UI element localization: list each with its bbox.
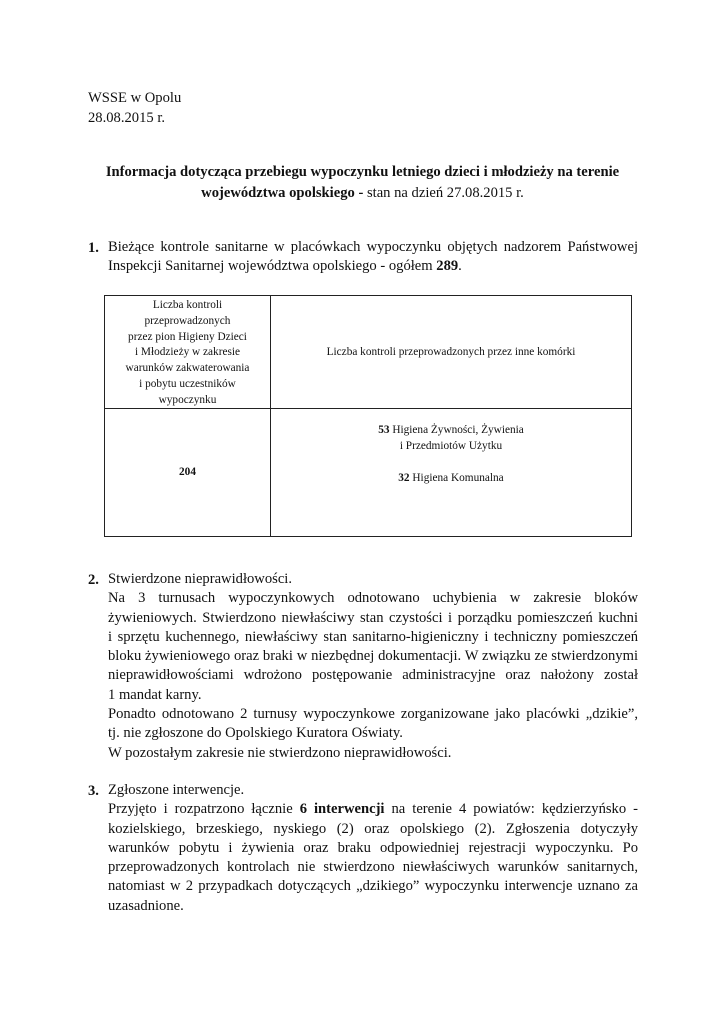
- header-col1-line: przeprowadzonych: [144, 314, 231, 327]
- section-1-end: .: [458, 258, 462, 275]
- inspections-table: [104, 295, 632, 537]
- table-entry: [271, 423, 631, 439]
- header-col1-line: warunków zakwaterowania: [125, 362, 250, 375]
- table-header-col2: Liczba kontroli przeprowadzonych przez inne komórki: [326, 346, 576, 358]
- title-line-2: [80, 183, 645, 204]
- section-2-line: nieprawidłowościami wdrożono postępowanie administracyjne oraz nałożony został: [108, 667, 638, 684]
- table-column-divider: [270, 296, 271, 536]
- section-1-text: Inspekcji Sanitarnej województwa opolskiego - ogółem: [108, 258, 437, 275]
- section-2-line: Na 3 turnusach wypoczynkowych odnotowano uchybienia w zakresie bloków: [108, 590, 638, 607]
- section-3-heading: Zgłoszone interwencje.: [108, 782, 245, 798]
- entry-text: Higiena Komunalna: [409, 471, 504, 484]
- section-2-line: żywieniowych. Stwierdzono niewłaściwy stan czystości i porządku pomieszczeń kuchni: [108, 609, 638, 626]
- header-col1-line: i pobytu uczestników: [139, 377, 236, 390]
- section-2-number: 2.: [88, 572, 99, 588]
- section-2-line: tj. nie zgłoszone do Opolskiego Kuratora Oświaty.: [108, 725, 403, 742]
- title-line-2-bold: województwa opolskiego -: [201, 185, 364, 201]
- document-title: [80, 162, 645, 204]
- section-1-line: Bieżące kontrole sanitarne w placówkach wypoczynku objętych nadzorem Państwowej: [108, 239, 638, 255]
- section-1-number: 1.: [88, 240, 99, 256]
- section-3-text: Przyjęto i rozpatrzono łącznie: [108, 801, 300, 818]
- entry-text: Higiena Żywności, Żywienia: [389, 424, 524, 436]
- section-2-heading: Stwierdzone nieprawidłowości.: [108, 571, 292, 587]
- section-3-line: uzasadnione.: [108, 897, 184, 914]
- title-line-2-rest: stan na dzień 27.08.2015 r.: [363, 185, 524, 201]
- section-3-line: natomiast w 2 przypadkach dotyczących „dzikiego” wypoczynku interwencje uznano za: [108, 878, 638, 895]
- section-1-total: 289: [436, 258, 459, 275]
- section-3-interventions: 6 interwencji: [299, 801, 385, 818]
- table-header-col1: [105, 298, 270, 409]
- table-entry-spacer: [271, 455, 631, 471]
- header-col1-line: wypoczynku: [158, 393, 217, 406]
- section-3-line: przeprowadzonych kontrolach nie stwierdzono niewłaściwych warunków sanitarnych,: [108, 859, 638, 876]
- section-2-line: i sprzętu kuchennego, niewłaściwy stan sanitarno-higieniczny i techniczny pomieszczeń: [108, 628, 638, 645]
- entry-count: 53: [378, 424, 390, 436]
- table-value-col1: 204: [179, 466, 196, 478]
- org-name: WSSE w Opolu: [88, 90, 182, 106]
- section-1-line: [108, 257, 638, 276]
- document-date: 28.08.2015 r.: [88, 110, 166, 126]
- table-entry: [271, 439, 631, 455]
- section-2-line: W pozostałym zakresie nie stwierdzono nieprawidłowości.: [108, 744, 452, 761]
- section-3-number: 3.: [88, 783, 99, 799]
- header-col1-line: i Młodzieży w zakresie: [134, 346, 241, 359]
- section-2-line: bloku żywieniowego oraz braki w niezbędnej dokumentacji. W związku ze stwierdzonymi: [108, 648, 638, 665]
- section-3-body: [108, 781, 638, 916]
- title-line-1: Informacja dotycząca przebiegu wypoczynku letniego dzieci i młodzieży na terenie: [105, 164, 620, 180]
- section-3-text: na terenie 4 powiatów: kędzierzyńsko -: [384, 801, 638, 818]
- section-3-line: [108, 800, 638, 819]
- entry-text: i Przedmiotów Użytku: [399, 439, 503, 452]
- section-2-line: Ponadto odnotowano 2 turnusy wypoczynkowe zorganizowane jako placówki „dzikie”,: [108, 706, 638, 723]
- section-3-line: warunków pobytu i żywienia oraz braku odpowiedniej rejestracji wypoczynku. Po: [108, 839, 638, 856]
- header-col1-line: przez pion Higieny Dzieci: [128, 330, 247, 343]
- entry-count: 32: [398, 471, 410, 484]
- table-value-col2: [271, 423, 631, 486]
- table-entry: [271, 471, 631, 487]
- section-2-line: 1 mandat karny.: [108, 686, 202, 703]
- section-3-line: kozielskiego, brzeskiego, nyskiego (2) oraz opolskiego (2). Zgłoszenia dotyczyły: [108, 820, 638, 837]
- section-1-body: [108, 238, 638, 277]
- section-2-body: [108, 570, 638, 763]
- header-col1-line: Liczba kontroli: [152, 299, 223, 311]
